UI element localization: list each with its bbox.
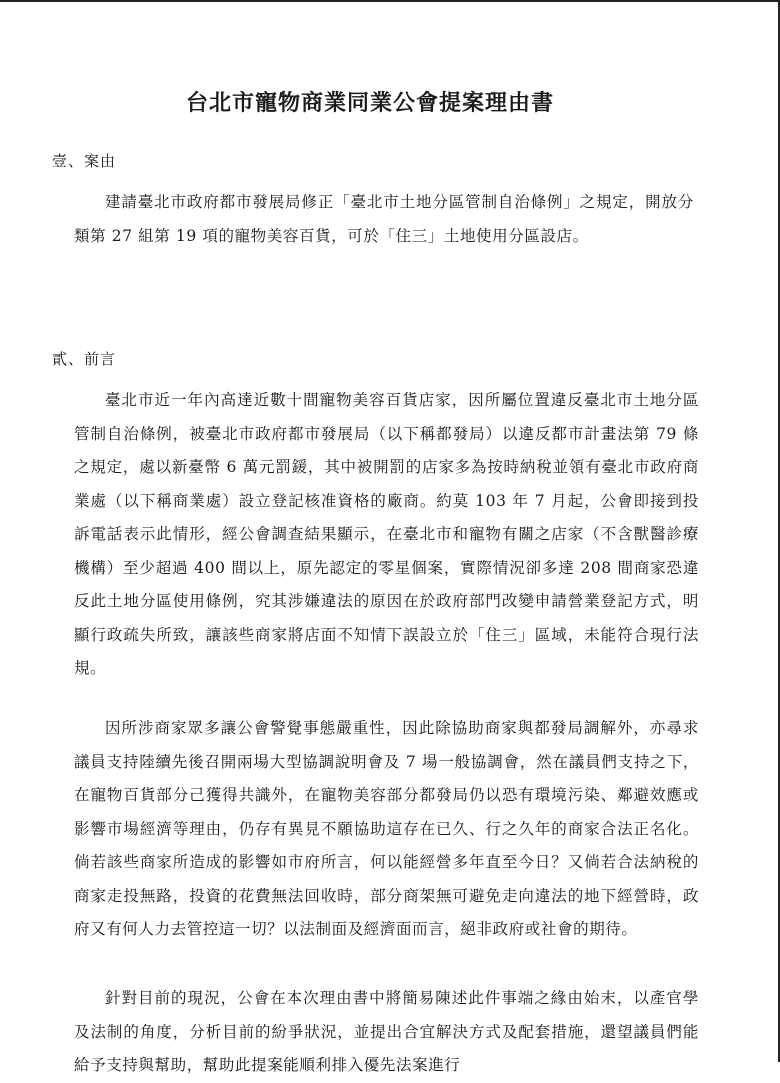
case-paragraph: 建請臺北市政府都市發展局修正「臺北市土地分區管制自治條例」之規定，開放分類第 27 組第 19 項的寵物美容百貨，可於「住三」土地使用分區設店。 <box>74 193 694 245</box>
section-heading-preface: 貳、前言 <box>52 350 117 368</box>
document-title: 台北市寵物商業同業公會提案理由書 <box>185 90 554 116</box>
section-heading-case: 壹、案由 <box>52 152 117 170</box>
preface-paragraph-2: 因所涉商家眾多讓公會警覺事態嚴重性，因此除協助商家與都發局調解外，亦尋求議員支持陸續先後召開兩場大型協調說明會及 7 場一般協調會，然在議員們支持之下，在寵物百貨部分己獲得共識外，在寵物美容部分都發局仍以恐有環境污染、鄰避效應或影響市場經濟等理由，仍存有異見不願協助這存在已久、行之久年的商家合法正名化。倘若該些商家所造成的影響如市府所言，何以能經營多年直至今日？又倘若合法納稅的商家走投無路，投資的花費無法回收時，部分商架無可避免走向違法的地下經營時，政府又有何人力去管控這一切？以法制面及經濟面而言，絕非政府或社會的期待。 <box>74 719 699 938</box>
preface-paragraph-1: 臺北市近一年內高達近數十間寵物美容百貨店家，因所屬位置違反臺北市土地分區管制自治條例，被臺北市政府都市發展局（以下稱都發局）以違反都市計畫法第 79 條之規定，處以新臺幣 6 萬元罰鍰，其中被開罰的店家多為按時納稅並領有臺北市政府商業處（以下稱商業處）設立登記核准資格的廠商。約莫 103 年 7 月起，公會即接到投訴電話表示此情形，經公會調查結果顯示，在臺北市和寵物有關之店家（不含獸醫診療機構）至少超過 400 間以上，原先認定的零星個案，實際情況卻多達 208 間商家恐違反此土地分區使用條例，究其涉嫌違法的原因在於政府部門改變申請營業登記方式，明顯行政疏失所致，讓該些商家將店面不知情下誤設立於「住三」區域，未能符合現行法規。 <box>74 391 699 677</box>
preface-paragraph-3: 針對目前的現況，公會在本次理由書中將簡易陳述此件事端之緣由始末，以產官學及法制的角度，分析目前的紛爭狀況，並提出合宜解決方式及配套措施，還望議員們能給予支持與幫助，幫助此提案能順利排入優先法案進行 <box>74 989 699 1074</box>
